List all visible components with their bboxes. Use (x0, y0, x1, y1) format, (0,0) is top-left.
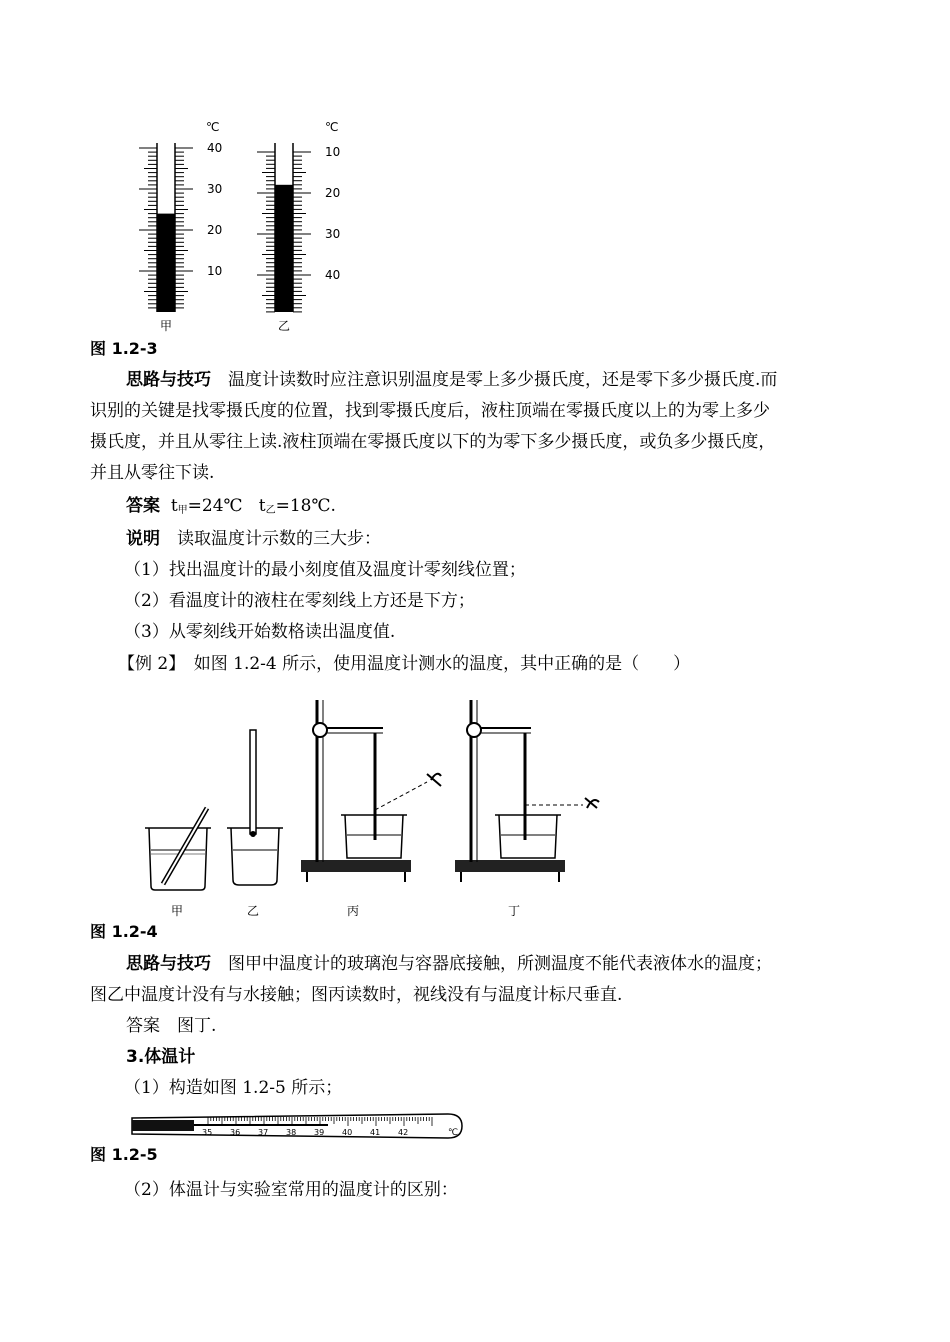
setup-jia (145, 808, 211, 918)
section-heading: 思路与技巧 (126, 954, 211, 974)
example-line: 【例 2】 如图 1.2-4 所示，使用温度计测水的温度，其中正确的是（ ） (118, 654, 691, 674)
tick-label: 20 (325, 186, 341, 200)
tick-label: 36 (230, 1128, 241, 1137)
note-line: 说明 读取温度计示数的三大步： (126, 529, 381, 549)
setup-label: 丙 (347, 904, 360, 918)
list-item: （1）找出温度计的最小刻度值及温度计零刻线位置； (124, 560, 526, 580)
section-title: 3.体温计 (126, 1047, 196, 1067)
setup-ding (455, 700, 599, 918)
paragraph-line: 摄氏度，并且从零往上读.液柱顶端在零摄氏度以下的为零下多少摄氏度，或负多少摄氏度， (90, 432, 776, 452)
tick-label: 30 (325, 227, 341, 241)
setup-label: 丁 (508, 904, 521, 918)
setup-yi (227, 730, 283, 918)
paragraph-line: 识别的关键是找零摄氏度的位置，找到零摄氏度后，液柱顶端在零摄氏度以上的为零上多少 (90, 401, 770, 421)
example-label: 【例 2】 (118, 654, 177, 674)
answer-line: 答案 图丁. (126, 1016, 217, 1036)
tick-label: 41 (370, 1128, 381, 1137)
tick-label: 10 (207, 264, 223, 278)
unit-label-yi: ℃ (325, 120, 339, 134)
thermometer-yi (257, 120, 340, 333)
mercury-column-yi (275, 185, 293, 312)
paragraph-line: 并且从零往下读. (90, 463, 215, 483)
thermometer-label-yi: 乙 (278, 319, 291, 333)
setup-label: 乙 (247, 904, 260, 918)
eye-icon (585, 798, 599, 808)
paragraph-line: 图乙中温度计没有与水接触；图丙读数时，视线没有与温度计标尺垂直. (90, 985, 623, 1005)
list-item: （2）看温度计的液柱在零刻线上方还是下方； (124, 591, 475, 611)
setup-bing (301, 700, 441, 918)
figure-caption: 图 1.2-5 (90, 1145, 158, 1164)
note-heading: 说明 (126, 529, 160, 549)
figure-caption: 图 1.2-4 (90, 922, 158, 941)
figure-caption: 图 1.2-3 (90, 339, 158, 358)
list-item: （1）构造如图 1.2-5 所示； (124, 1078, 343, 1098)
paragraph-line: 思路与技巧 图甲中温度计的玻璃泡与容器底接触，所测温度不能代表液体水的温度； (126, 954, 772, 974)
list-item: （3）从零刻线开始数格读出温度值. (124, 622, 396, 642)
tick-label: 10 (325, 145, 341, 159)
figure-1-2-4 (135, 690, 615, 920)
tick-label: 20 (207, 223, 223, 237)
figure-1-2-3 (120, 115, 360, 345)
tick-label: 40 (342, 1128, 353, 1137)
tick-label: 35 (202, 1128, 213, 1137)
tick-label: 37 (258, 1128, 269, 1137)
tick-label: 42 (398, 1128, 409, 1137)
figure-1-2-5 (128, 1106, 468, 1146)
tick-label: 40 (207, 141, 223, 155)
eye-icon (427, 774, 441, 786)
list-item: （2）体温计与实验室常用的温度计的区别： (124, 1180, 458, 1200)
unit-label-jia: ℃ (206, 120, 220, 134)
paragraph-line: 思路与技巧 温度计读数时应注意识别温度是零上多少摄氏度，还是零下多少摄氏度.而 (126, 370, 778, 390)
answer-line: 答案 $t_甲=24℃$ $t_乙=18℃$. (126, 496, 336, 516)
tick-label: 39 (314, 1128, 325, 1137)
tick-label: 30 (207, 182, 223, 196)
mercury-column-jia (157, 214, 175, 312)
answer-heading: 答案 (126, 496, 160, 516)
thermometer-jia (139, 120, 222, 333)
tick-label: 40 (325, 268, 341, 282)
setup-label: 甲 (171, 904, 184, 918)
thermometer-label-jia: 甲 (160, 319, 173, 333)
tick-label: 38 (286, 1128, 297, 1137)
section-heading: 思路与技巧 (126, 370, 211, 390)
unit-label: ℃ (448, 1128, 459, 1138)
